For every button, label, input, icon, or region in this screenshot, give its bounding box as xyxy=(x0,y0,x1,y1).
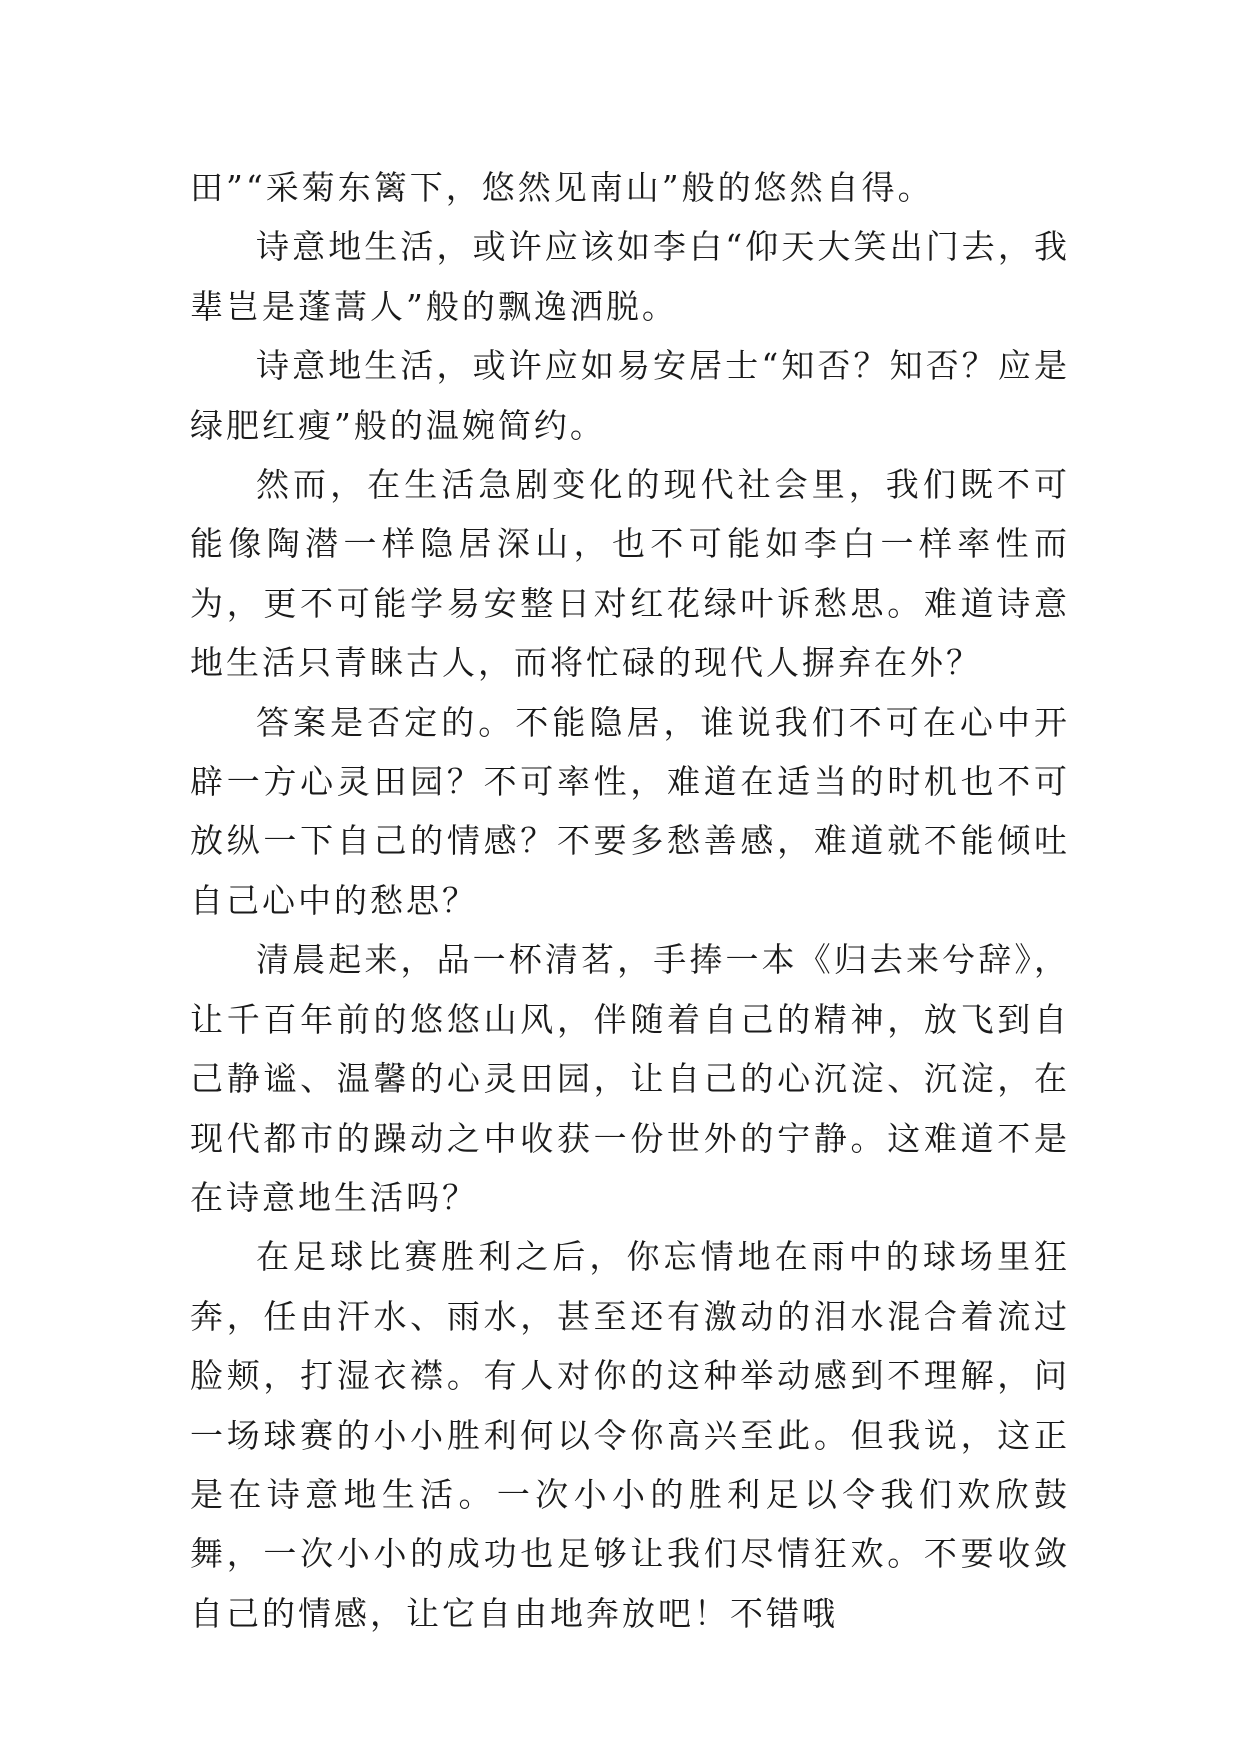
paragraph-6: 清晨起来，品一杯清茗，手捧一本《归去来兮辞》，让千百年前的悠悠山风，伴随着自己的精神，放飞到自己静谧、温馨的心灵田园，让自己的心沉淀、沉淀，在现代都市的躁动之中收获一份世外的宁静。这难道不是在诗意地生活吗？ xyxy=(190,940,1070,1217)
paragraph-2: 诗意地生活，或许应该如李白“仰天大笑出门去，我辈岂是蓬蒿人”般的飘逸洒脱。 xyxy=(190,227,1070,326)
paragraph-1: 田”“采菊东篱下，悠然见南山”般的悠然自得。 xyxy=(190,168,934,207)
paragraph-4: 然而，在生活急剧变化的现代社会里，我们既不可能像陶潜一样隐居深山，也不可能如李白一样率性而为，更不可能学易安整日对红花绿叶诉愁思。难道诗意地生活只青睐古人，而将忙碌的现代人摒弃在外？ xyxy=(190,465,1070,683)
paragraph-3: 诗意地生活，或许应如易安居士“知否？知否？应是绿肥红瘦”般的温婉简约。 xyxy=(190,346,1070,445)
paragraph-5: 答案是否定的。不能隐居，谁说我们不可在心中开辟一方心灵田园？不可率性，难道在适当的时机也不可放纵一下自己的情感？不要多愁善感，难道就不能倾吐自己心中的愁思？ xyxy=(190,702,1070,920)
essay-body xyxy=(190,158,1070,1643)
paragraph-7: 在足球比赛胜利之后，你忘情地在雨中的球场里狂奔，任由汗水、雨水，甚至还有激动的泪水混合着流过脸颊，打湿衣襟。有人对你的这种举动感到不理解，问一场球赛的小小胜利何以令你高兴至此。但我说，这正是在诗意地生活。一次小小的胜利足以令我们欢欣鼓舞，一次小小的成功也足够让我们尽情狂欢。不要收敛自己的情感，让它自由地奔放吧！不错哦 xyxy=(190,1237,1070,1633)
